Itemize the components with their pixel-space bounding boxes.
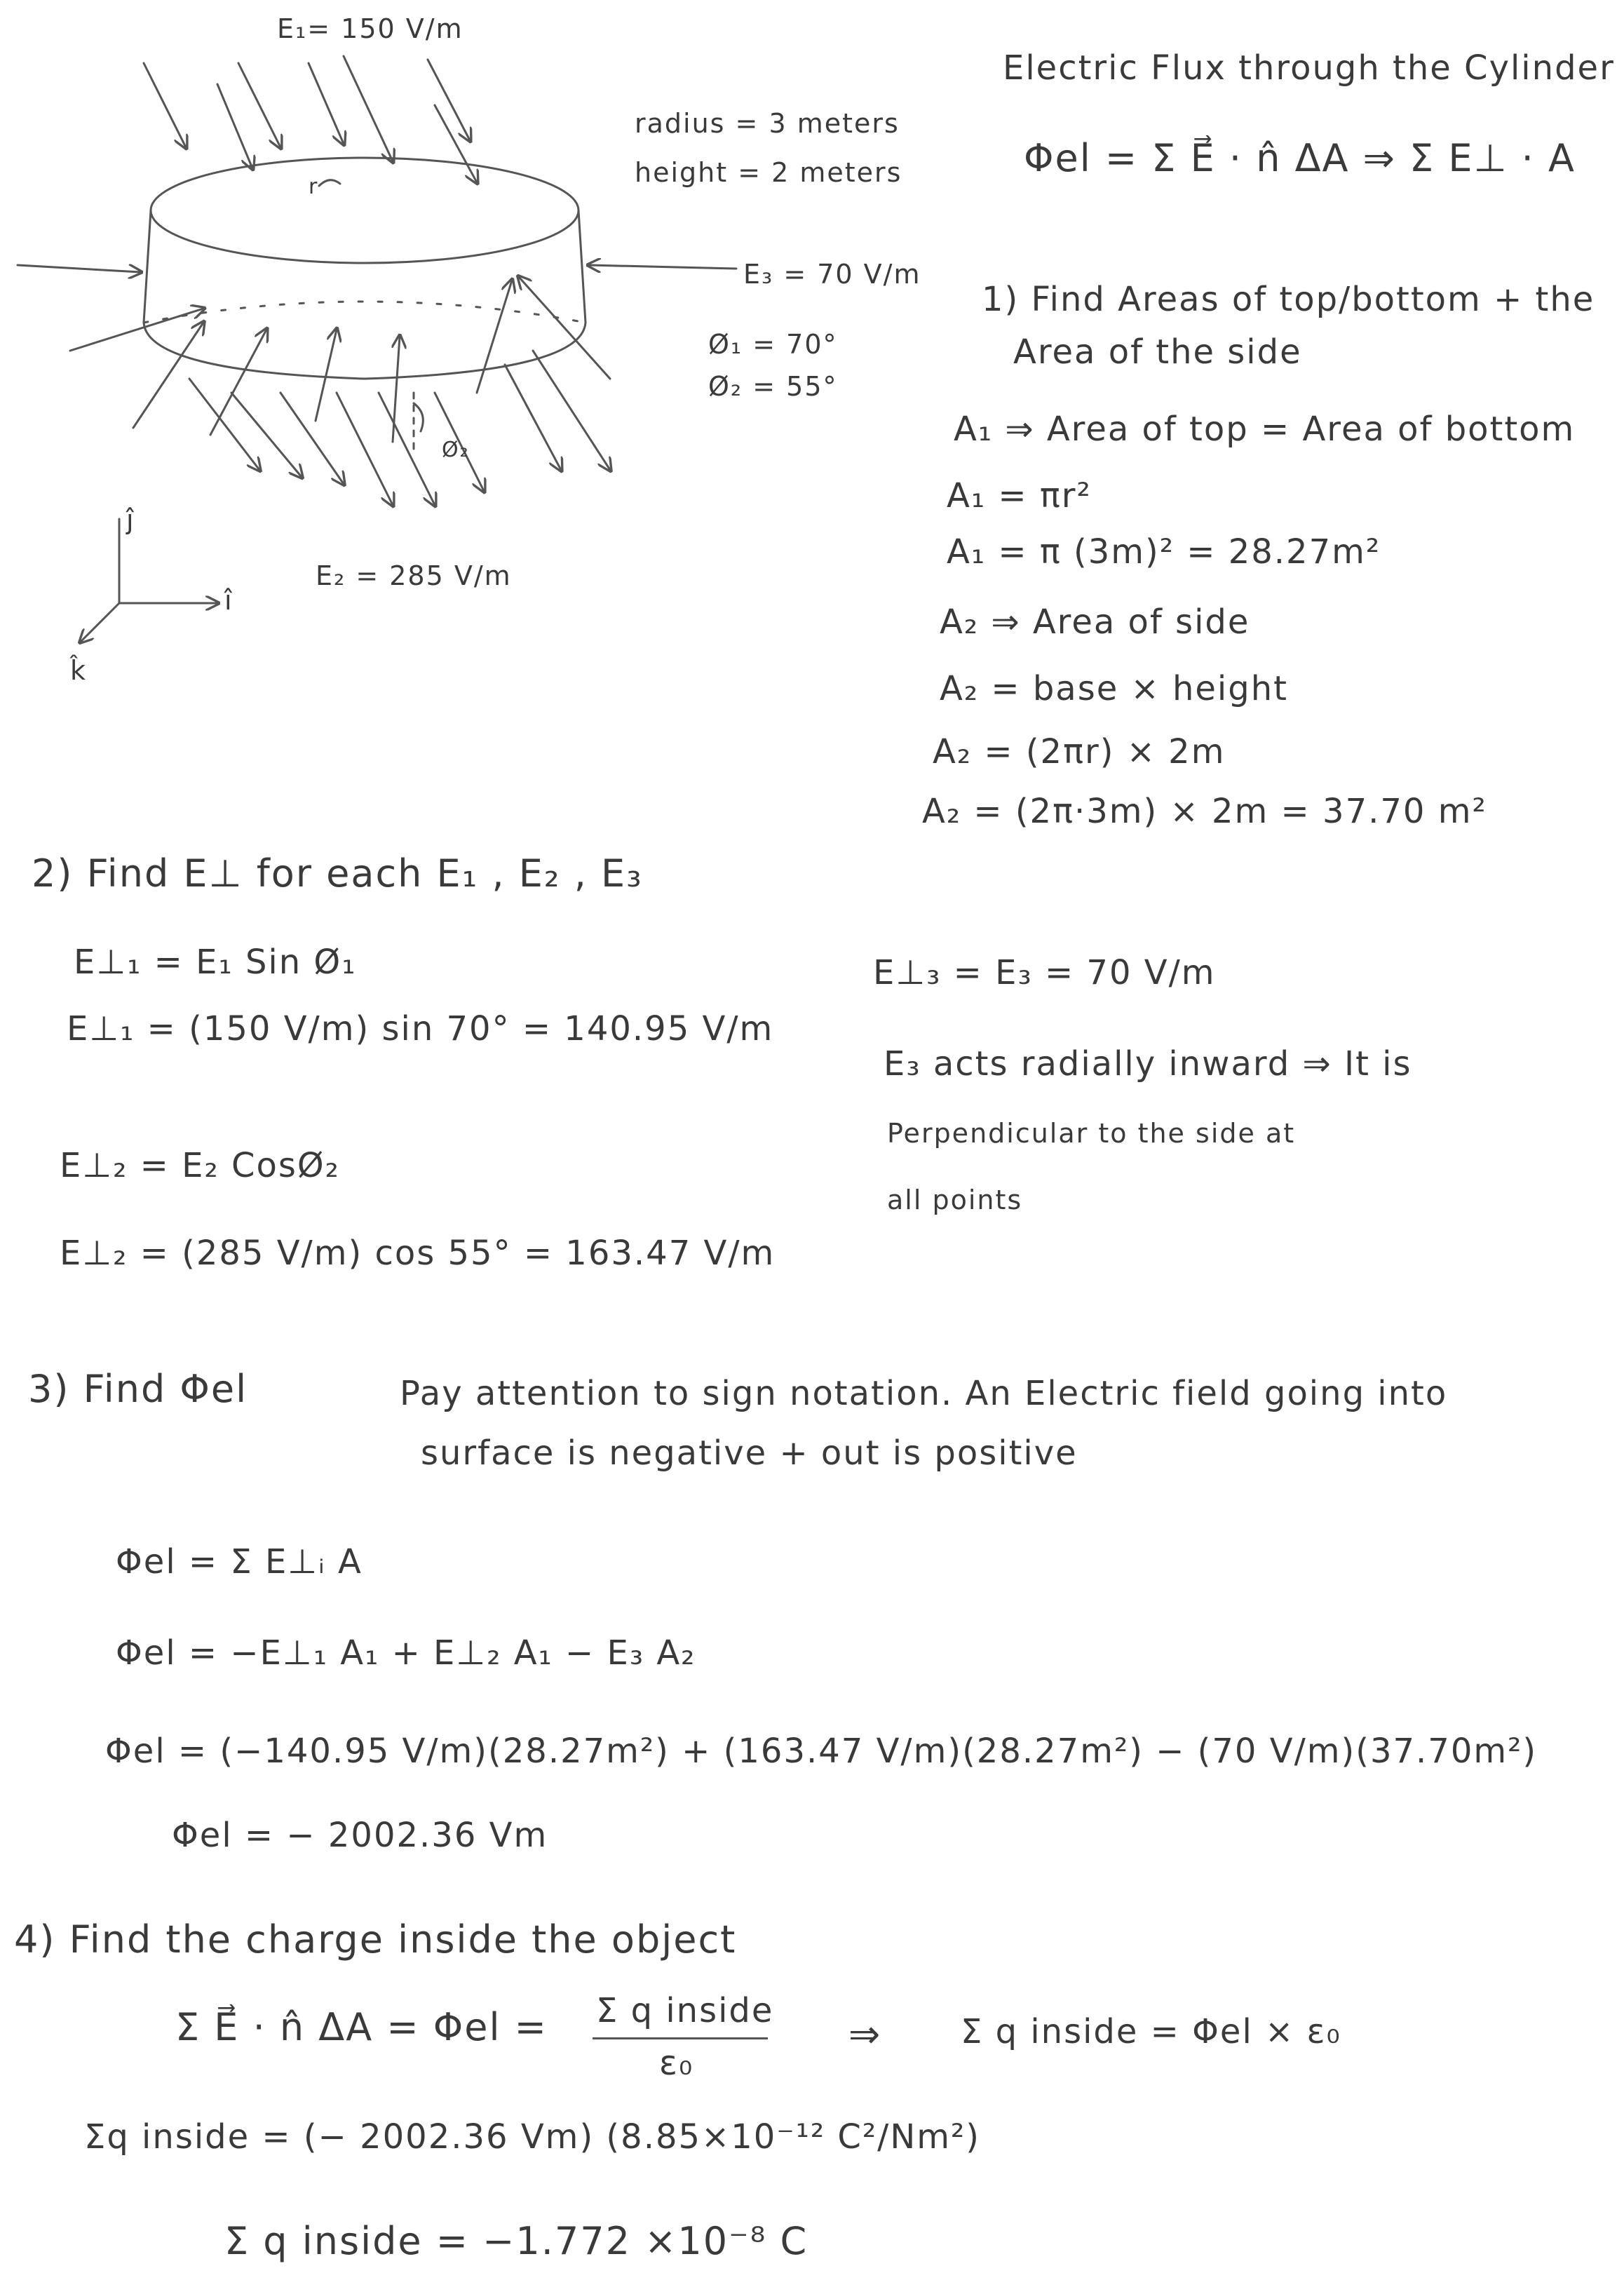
gauss-numerator: Σ q inside bbox=[596, 1991, 774, 2030]
coordinate-axes bbox=[81, 519, 217, 642]
step2-line-4: E⊥₂ = (285 V/m) cos 55° = 163.47 V/m bbox=[60, 1234, 776, 1273]
step2-right-2: E₃ acts radially inward ⇒ It is bbox=[884, 1044, 1412, 1084]
e1-field-arrows bbox=[144, 56, 477, 182]
radius-label: radius = 3 meters bbox=[635, 108, 900, 139]
step2-right-1: E⊥₃ = E₃ = 70 V/m bbox=[873, 953, 1216, 992]
theta2-mark-label: Ø₂ bbox=[442, 438, 470, 462]
axis-k-label: k̂ bbox=[70, 655, 88, 686]
step3-note-1: Pay attention to sign notation. An Electric field going into bbox=[400, 1374, 1448, 1413]
height-label: height = 2 meters bbox=[635, 157, 902, 188]
step4-line-1: Σq inside = (− 2002.36 Vm) (8.85×10⁻¹² C²/Nm²) bbox=[84, 2117, 980, 2157]
step3-line-1: Φel = Σ E⊥ᵢ A bbox=[116, 1542, 363, 1581]
gauss-denominator: ε₀ bbox=[659, 2044, 694, 2083]
step1-heading-1: 1) Find Areas of top/bottom + the bbox=[982, 280, 1595, 319]
theta2-angle-mark bbox=[414, 393, 423, 449]
step2-line-2: E⊥₁ = (150 V/m) sin 70° = 140.95 V/m bbox=[67, 1009, 774, 1048]
step1-line-1: A₁ ⇒ Area of top = Area of bottom bbox=[954, 410, 1576, 449]
step3-note-2: surface is negative + out is positive bbox=[421, 1434, 1078, 1473]
step2-line-1: E⊥₁ = E₁ Sin Ø₁ bbox=[74, 943, 357, 982]
e1-label: E₁= 150 V/m bbox=[277, 13, 463, 44]
step1-line-2: A₁ = πr² bbox=[947, 476, 1092, 515]
flux-formula: Φel = Σ E⃗ · n̂ ΔA ⇒ Σ E⊥ · A bbox=[1024, 136, 1576, 180]
step2-heading: 2) Find E⊥ for each E₁ , E₂ , E₃ bbox=[32, 851, 643, 896]
theta2-label: Ø₂ = 55° bbox=[708, 371, 838, 402]
step3-heading: 3) Find Φel bbox=[28, 1367, 248, 1411]
radius-mark bbox=[319, 180, 340, 186]
step1-line-6: A₂ = (2πr) × 2m bbox=[933, 732, 1226, 771]
implies-arrow: ⇒ bbox=[848, 2012, 882, 2056]
step3-line-2: Φel = −E⊥₁ A₁ + E⊥₂ A₁ − E₃ A₂ bbox=[116, 1633, 696, 1673]
radius-mark-label: r bbox=[309, 175, 319, 199]
page-title: Electric Flux through the Cylinder bbox=[1003, 48, 1615, 88]
step1-heading-2: Area of the side bbox=[1013, 332, 1302, 372]
theta1-label: Ø₁ = 70° bbox=[708, 329, 838, 360]
step4-heading: 4) Find the charge inside the object bbox=[14, 1917, 737, 1962]
e3-field-arrows bbox=[18, 265, 736, 272]
step3-line-4: Φel = − 2002.36 Vm bbox=[172, 1816, 548, 1855]
step1-line-7: A₂ = (2π·3m) × 2m = 37.70 m² bbox=[922, 792, 1487, 831]
fraction-bar bbox=[593, 2037, 768, 2039]
step1-line-4: A₂ ⇒ Area of side bbox=[940, 602, 1250, 642]
e3-label: E₃ = 70 V/m bbox=[743, 259, 921, 290]
cylinder-body bbox=[144, 158, 586, 379]
e2-label: E₂ = 285 V/m bbox=[316, 560, 512, 591]
charge-formula: Σ q inside = Φel × ε₀ bbox=[961, 2012, 1341, 2051]
step4-result: Σ q inside = −1.772 ×10⁻⁸ C bbox=[224, 2219, 808, 2263]
step3-line-3: Φel = (−140.95 V/m)(28.27m²) + (163.47 V/m)(28.27m²) − (70 V/m)(37.70m²) bbox=[105, 1732, 1538, 1771]
step2-right-4: all points bbox=[887, 1185, 1023, 1215]
step1-line-3: A₁ = π (3m)² = 28.27m² bbox=[947, 532, 1381, 572]
step1-line-5: A₂ = base × height bbox=[940, 669, 1288, 708]
step2-right-3: Perpendicular to the side at bbox=[887, 1118, 1296, 1149]
gauss-law-lhs: Σ E⃗ · n̂ ΔA = Φel = bbox=[175, 2005, 548, 2049]
axis-i-label: î bbox=[224, 585, 234, 616]
outgoing-arrows bbox=[189, 351, 610, 505]
axis-j-label: ĵ bbox=[126, 504, 135, 535]
step2-line-3: E⊥₂ = E₂ CosØ₂ bbox=[60, 1146, 340, 1185]
